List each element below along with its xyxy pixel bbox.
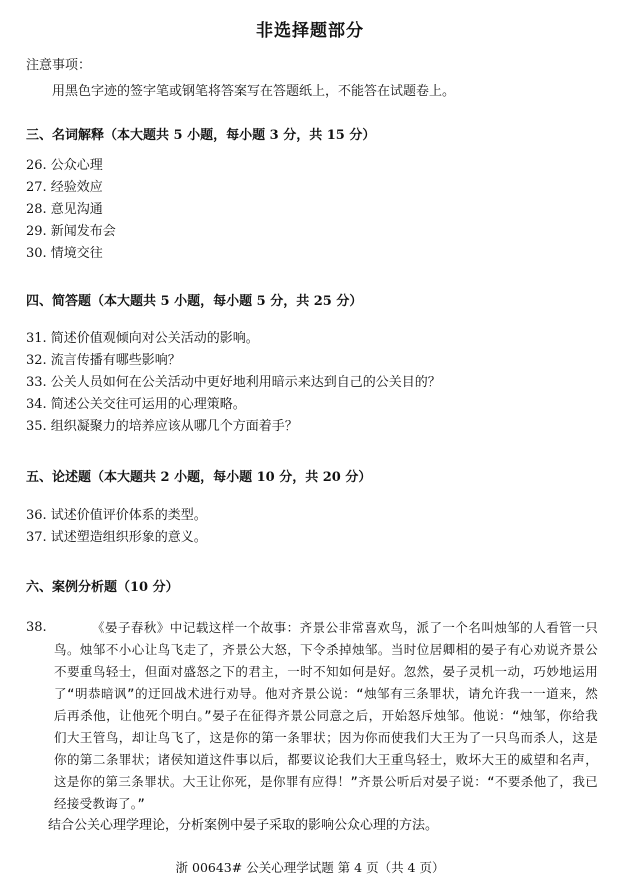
list-item: 30. 情境交往 <box>26 246 103 261</box>
list-item: 29. 新闻发布会 <box>26 224 116 239</box>
case-number: 38. <box>26 620 47 635</box>
list-item: 34. 简述公关交往可运用的心理策略。 <box>26 397 246 412</box>
page-title: 非选择题部分 <box>256 21 364 41</box>
list-item: 33. 公关人员如何在公关活动中更好地利用暗示来达到自己的公关目的？ <box>26 375 441 390</box>
section5-list <box>26 505 207 549</box>
list-item: 36. 试述价值评价体系的类型。 <box>26 508 207 523</box>
case-block <box>26 617 598 837</box>
section3-heading: 三、名词解释（本大题共 5 小题，每小题 3 分，共 15 分） <box>26 128 376 143</box>
notice-text: 用黑色字迹的签字笔或钢笔将答案写在答题纸上，不能答在试题卷上。 <box>52 84 456 99</box>
section3-list <box>26 155 116 265</box>
section5-heading: 五、论述题（本大题共 2 小题，每小题 10 分，共 20 分） <box>26 470 372 485</box>
section4-list <box>26 328 441 438</box>
section4-heading: 四、简答题（本大题共 5 小题，每小题 5 分，共 25 分） <box>26 294 363 309</box>
list-item: 35. 组织凝聚力的培养应该从哪几个方面着手？ <box>26 419 298 434</box>
section6-heading: 六、案例分析题（10 分） <box>26 580 179 595</box>
list-item: 27. 经验效应 <box>26 180 103 195</box>
list-item: 28. 意见沟通 <box>26 202 103 217</box>
list-item: 26. 公众心理 <box>26 158 103 173</box>
notice-heading: 注意事项： <box>26 58 92 73</box>
page-footer: 浙 00643# 公关心理学试题 第 4 页（共 4 页） <box>175 860 445 875</box>
list-item: 32. 流言传播有哪些影响？ <box>26 353 181 368</box>
case-task: 结合公关心理学理论，分析案例中晏子采取的影响公众心理的方法。 <box>48 818 439 833</box>
case-text: 《晏子春秋》中记载这样一个故事：齐景公非常喜欢鸟，派了一个名叫烛邹的人看管一只鸟。烛邹不小心让鸟飞走了，齐景公大怒，下令杀掉烛邹。当时位居卿相的晏子有心劝说齐景公不要重鸟轻士，但面对盛怒之下的君主，一时不知如何是好。忽然，晏子灵机一动，巧妙地运用了“明恭暗讽”的迂回战术进行劝导。他对齐景公说：“烛邹有三条罪状，请允许我一一道来，然后再杀他，让他死个明白。”晏子在征得齐景公同意之后，开始怒斥烛邹。他说：“烛邹，你给我们大王管鸟，却让鸟飞了，这是你的第一条罪状；因为你而使我们大王为了一只鸟而杀人，这是你的第二条罪状；诸侯知道这件事以后，都要议论我们大王重鸟轻士，败坏大王的威望和名声，这是你的第三条罪状。大王让你死，是你罪有应得！”齐景公听后对晏子说：“不要杀他了，我已经接受教诲了。” <box>54 620 598 811</box>
list-item: 37. 试述塑造组织形象的意义。 <box>26 530 207 545</box>
list-item: 31. 简述价值观倾向对公关活动的影响。 <box>26 331 259 346</box>
